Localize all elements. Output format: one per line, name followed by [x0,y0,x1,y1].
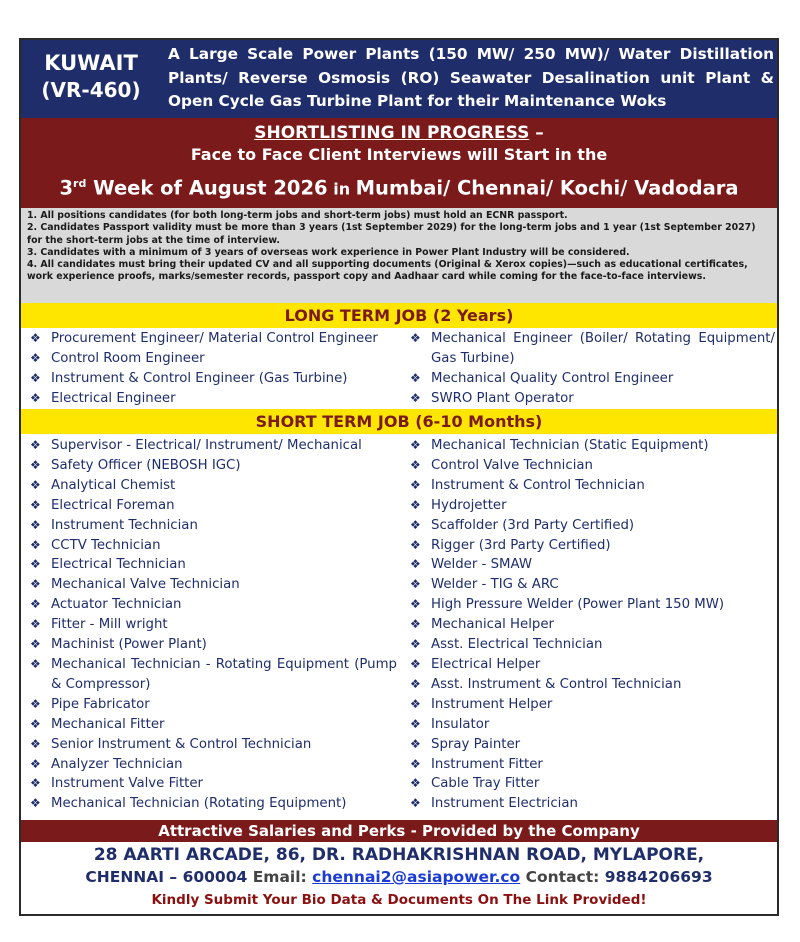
job-list-item [21,774,397,794]
phone-number: 9884206693 [604,868,713,886]
diamond-bullet-icon: ❖ [410,577,421,592]
job-list-item [401,794,775,814]
diamond-bullet-icon: ❖ [410,656,421,671]
diamond-bullet-icon: ❖ [410,736,421,751]
note-item: 1. All positions candidates (for both long-term jobs and short-term jobs) must hold an ECNR passport. [27,210,568,221]
requirements-notes [21,208,777,303]
note-item: 4. All candidates must bring their updated CV and all supporting documents (Original & Xerox copies)—such as educational certificates, work experience proofs, marks/semester records, passport copy and Aadhaar card while coming for the face-to-face interviews. [27,259,748,283]
job-list-item [21,389,397,409]
job-list-item [401,695,775,715]
job-title: Control Valve Technician [431,457,593,473]
diamond-bullet-icon: ❖ [410,497,421,512]
job-title: Spray Painter [431,736,521,752]
address-city: CHENNAI – 600004 [85,868,248,886]
diamond-bullet-icon: ❖ [30,370,41,385]
job-list-item [21,329,397,349]
interview-line: Face to Face Client Interviews will Start in the [190,145,608,164]
diamond-bullet-icon: ❖ [30,477,41,492]
job-list-item [401,369,775,389]
job-title: Fitter - Mill wright [51,617,168,633]
job-list-item [21,735,397,755]
job-title: SWRO Plant Operator [431,390,574,406]
country-name: KUWAIT [44,51,138,75]
job-title: Instrument Helper [431,696,553,712]
job-title: Scaffolder (3rd Party Certified) [431,517,635,533]
job-title: Mechanical Engineer (Boiler/ Rotating Equipment/ Gas Turbine) [431,331,775,366]
job-title: CCTV Technician [51,537,161,553]
job-title: Electrical Helper [431,656,541,672]
job-list-item [401,735,775,755]
job-list-item [21,496,397,516]
diamond-bullet-icon: ❖ [30,637,41,652]
diamond-bullet-icon: ❖ [30,390,41,405]
job-list-item [21,476,397,496]
job-list-item [21,794,397,814]
job-title: Mechanical Technician - Rotating Equipment (Pump & Compressor) [51,656,397,692]
diamond-bullet-icon: ❖ [30,776,41,791]
diamond-bullet-icon: ❖ [410,517,421,532]
job-list-item [401,389,775,409]
job-list-item [401,755,775,775]
job-title: Welder - SMAW [431,557,533,573]
project-description: A Large Scale Power Plants (150 MW/ 250 MW)/ Water Distillation Plants/ Reverse Osmosis (RO) Seawater Desalination unit Plant & Open Cycle Gas Turbine Plant for their Maintenance Woks [168,45,774,110]
job-list-item [21,695,397,715]
job-list-item [21,456,397,476]
job-title: Electrical Technician [51,557,186,573]
diamond-bullet-icon: ❖ [410,756,421,771]
job-list-item [401,456,775,476]
job-title: Instrument & Control Engineer (Gas Turbine) [51,370,348,386]
job-list-item [401,774,775,794]
job-list-item [21,715,397,735]
diamond-bullet-icon: ❖ [30,537,41,552]
job-list-item [401,329,775,369]
job-title: Mechanical Helper [431,617,555,633]
diamond-bullet-icon: ❖ [410,438,421,452]
job-title: Supervisor - Electrical/ Instrument/ Mechanical [51,438,362,453]
job-title: Instrument Technician [51,517,198,533]
diamond-bullet-icon: ❖ [30,696,41,711]
job-list-item [401,675,775,695]
diamond-bullet-icon: ❖ [410,796,421,811]
interview-banner [21,118,777,208]
diamond-bullet-icon: ❖ [30,350,41,365]
job-title: Asst. Instrument & Control Technician [431,676,682,692]
short-term-list-left [21,436,397,814]
job-list-item [401,516,775,536]
job-list-item [401,655,775,675]
diamond-bullet-icon: ❖ [30,736,41,751]
diamond-bullet-icon: ❖ [410,617,421,632]
diamond-bullet-icon: ❖ [410,776,421,791]
job-list-item [21,655,397,695]
job-list-item [21,595,397,615]
job-list-item [401,496,775,516]
job-list-item [401,476,775,496]
diamond-bullet-icon: ❖ [410,370,421,385]
header-country-block [21,40,161,118]
interview-schedule: 3rd Week of August 2026 in Mumbai/ Chennai/ Kochi/ Vadodara [59,176,739,200]
job-title: Mechanical Quality Control Engineer [431,370,674,386]
job-list-item [21,349,397,369]
job-poster [19,38,779,916]
diamond-bullet-icon: ❖ [30,756,41,771]
diamond-bullet-icon: ❖ [30,577,41,592]
job-list-item [401,555,775,575]
job-title: Mechanical Technician (Static Equipment) [431,438,709,453]
interview-cities: Mumbai/ Chennai/ Kochi/ Vadodara [355,176,739,200]
header-banner [21,40,777,118]
contact-line [21,866,777,888]
address-line: 28 AARTI ARCADE, 86, DR. RADHAKRISHNAN ROAD, MYLAPORE, [93,845,705,865]
job-title: Mechanical Fitter [51,716,165,732]
shortlisting-status: SHORTLISTING IN PROGRESS [254,123,530,143]
diamond-bullet-icon: ❖ [30,597,41,612]
email-label: Email: [252,868,307,886]
diamond-bullet-icon: ❖ [30,517,41,532]
diamond-bullet-icon: ❖ [30,557,41,572]
diamond-bullet-icon: ❖ [30,617,41,632]
email-link[interactable]: chennai2@asiapower.co [312,868,521,886]
job-title: Instrument Fitter [431,756,543,772]
job-title: Mechanical Valve Technician [51,577,240,593]
job-title: Pipe Fabricator [51,696,150,712]
job-list-item [21,615,397,635]
diamond-bullet-icon: ❖ [410,696,421,711]
job-list-item [401,635,775,655]
diamond-bullet-icon: ❖ [410,557,421,572]
diamond-bullet-icon: ❖ [410,597,421,612]
job-title: Procurement Engineer/ Material Control Engineer [51,331,378,346]
job-list-item [401,595,775,615]
job-list-item [21,369,397,389]
job-title: Senior Instrument & Control Technician [51,736,312,752]
job-title: Electrical Engineer [51,390,176,406]
short-term-heading: SHORT TERM JOB (6-10 Months) [21,409,777,434]
job-list-item [401,536,775,556]
job-list-item [401,715,775,735]
job-list-item [401,615,775,635]
interview-week: Week of August 2026 [86,176,328,200]
job-list-item [21,555,397,575]
job-list-item [401,575,775,595]
job-title: Instrument Electrician [431,796,578,812]
job-title: Instrument Valve Fitter [51,776,204,792]
job-title: Actuator Technician [51,597,182,613]
job-title: Asst. Electrical Technician [431,637,603,653]
diamond-bullet-icon: ❖ [410,716,421,731]
diamond-bullet-icon: ❖ [30,457,41,472]
diamond-bullet-icon: ❖ [30,716,41,731]
job-title: Electrical Foreman [51,497,175,513]
job-title: High Pressure Welder (Power Plant 150 MW) [431,597,725,613]
note-item: 2. Candidates Passport validity must be more than 3 years (1st September 2029) for the long-term jobs and 1 year (1st September 2027) for the short-term jobs at the time of interview. [27,222,756,246]
job-title: Instrument & Control Technician [431,477,645,493]
job-title: Analyzer Technician [51,756,183,772]
note-item: 3. Candidates with a minimum of 3 years of overseas work experience in Power Plant Industry will be considered. [27,246,630,258]
job-title: Welder - TIG & ARC [431,577,559,593]
diamond-bullet-icon: ❖ [30,656,41,671]
job-list-item [21,755,397,775]
job-title: Insulator [431,716,490,732]
diamond-bullet-icon: ❖ [410,457,421,472]
job-title: Cable Tray Fitter [431,776,540,792]
long-term-list-left [21,329,397,409]
diamond-bullet-icon: ❖ [410,637,421,652]
job-list-item [21,575,397,595]
job-title: Machinist (Power Plant) [51,637,207,653]
diamond-bullet-icon: ❖ [410,331,421,345]
job-title: Control Room Engineer [51,350,205,366]
job-title: Mechanical Technician (Rotating Equipment) [51,796,347,812]
diamond-bullet-icon: ❖ [30,497,41,512]
diamond-bullet-icon: ❖ [410,390,421,405]
job-title: Safety Officer (NEBOSH IGC) [51,457,241,473]
diamond-bullet-icon: ❖ [410,537,421,552]
shortlisting-line: SHORTLISTING IN PROGRESS – [254,123,544,143]
salary-banner: Attractive Salaries and Perks - Provided by the Company [21,820,777,842]
job-list-item [21,436,397,456]
long-term-list-right [401,329,775,409]
job-list-item [401,436,775,456]
job-title: Analytical Chemist [51,477,176,493]
job-list-item [21,635,397,655]
diamond-bullet-icon: ❖ [410,676,421,691]
short-term-list-right [401,436,775,814]
job-list-item [21,516,397,536]
contact-label: Contact: [525,868,600,886]
diamond-bullet-icon: ❖ [30,331,41,345]
job-title: Rigger (3rd Party Certified) [431,537,611,553]
diamond-bullet-icon: ❖ [30,438,41,452]
diamond-bullet-icon: ❖ [30,796,41,811]
job-title: Hydrojetter [431,497,507,513]
reference-code: (VR-460) [41,78,141,102]
job-list-item [21,536,397,556]
long-term-heading: LONG TERM JOB (2 Years) [21,303,777,328]
submit-instruction: Kindly Submit Your Bio Data & Documents On The Link Provided! [151,892,647,908]
diamond-bullet-icon: ❖ [410,477,421,492]
